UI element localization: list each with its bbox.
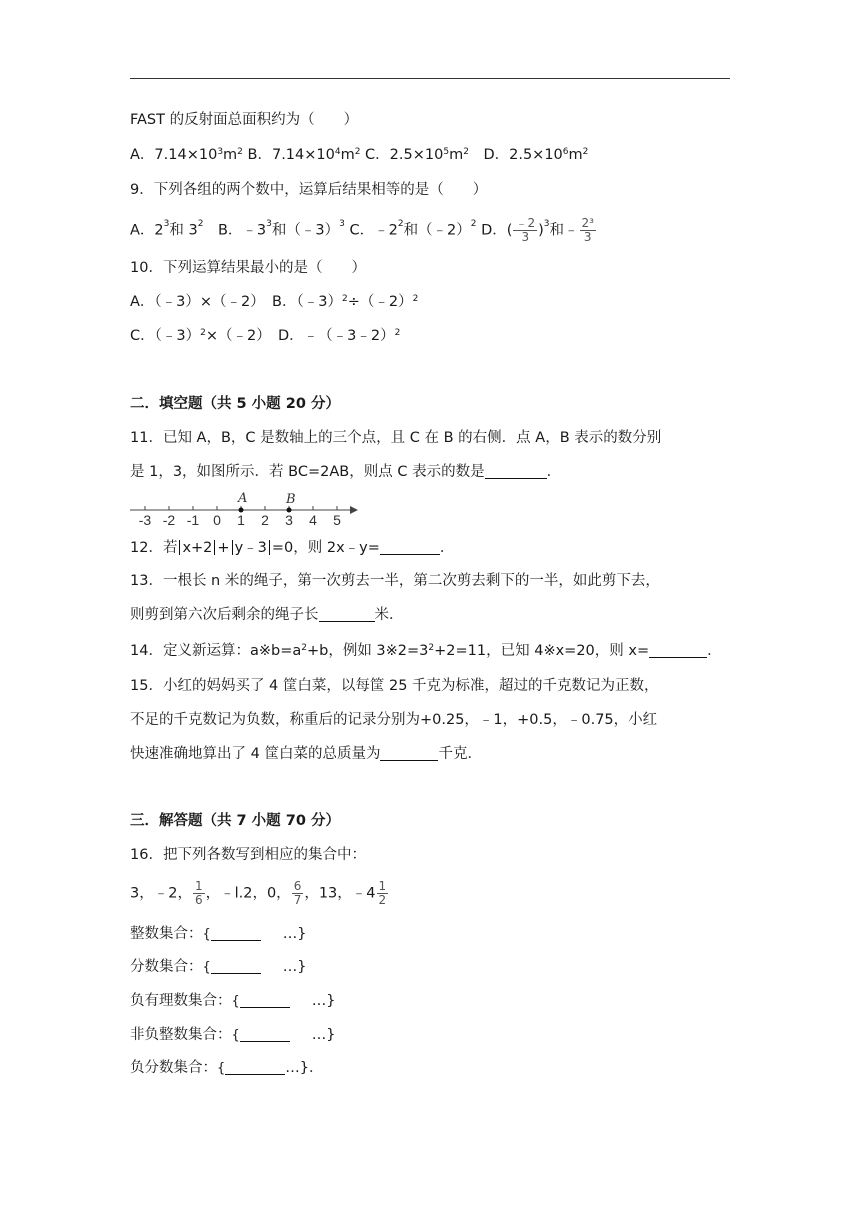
fraction-one-half: $\frac{1}{2}$ bbox=[378, 879, 387, 907]
q15-line2: 不足的千克数记为负数，称重后的记录分别为+0.25，﹣1，+0.5，﹣0.75，小红 bbox=[130, 712, 658, 728]
answer-blank[interactable] bbox=[225, 1060, 285, 1075]
set-negative-rationals: 负有理数集合：{ …} bbox=[130, 993, 336, 1009]
q8-stem-end: FAST 的反射面总面积约为（ ） bbox=[130, 112, 359, 128]
section3-title: 三．解答题（共 7 小题 70 分） bbox=[130, 813, 340, 829]
q16-numbers: 3，﹣2， $\frac{1}{6}$ ，﹣l.2，0， $\frac{6}{7}$ ，13，﹣4 $\frac{1}{2}$ bbox=[130, 879, 387, 907]
q9-options: A．$2^3$和 $3^2$ B．$﹣3^3$和（﹣3）$^3$ C．$﹣2^2$和（﹣2）$^2$ D．( $\frac{﹣2}{3}$ )$^3$和﹣ $\frac{\text{2³}}{3}$ bbox=[130, 216, 594, 244]
number-line-tick-label: 5 bbox=[333, 512, 341, 528]
number-line-tick-label: -3 bbox=[138, 512, 152, 528]
point-b-dot bbox=[287, 508, 292, 513]
number-line-tick-label: 3 bbox=[285, 512, 293, 528]
q15-line3: 快速准确地算出了 4 筐白菜的总质量为 千克． bbox=[130, 746, 482, 762]
answer-blank[interactable] bbox=[485, 464, 547, 479]
q15-line1: 15．小红的妈妈买了 4 筐白菜，以每筐 25 千克为标准，超过的千克数记为正数， bbox=[130, 678, 659, 694]
answer-blank[interactable] bbox=[211, 959, 261, 974]
fraction-one-sixth: $\frac{1}{6}$ bbox=[194, 879, 203, 907]
header-rule bbox=[130, 78, 730, 79]
answer-blank[interactable] bbox=[380, 540, 440, 555]
q11-line1: 11．已知 A，B，C 是数轴上的三个点，且 C 在 B 的右侧．点 A，B 表示的数分别 bbox=[130, 430, 662, 446]
number-line-tick-label: 1 bbox=[237, 512, 245, 528]
number-line-tick-label: -2 bbox=[162, 512, 176, 528]
fraction-two-cubed-over-three: $\frac{\text{2³}}{3}$ bbox=[581, 216, 594, 244]
q16-stem: 16．把下列各数写到相应的集合中： bbox=[130, 847, 366, 863]
q13-line1: 13．一根长 n 米的绳子，第一次剪去一半，第二次剪去剩下的一半，如此剪下去， bbox=[130, 573, 660, 589]
answer-blank[interactable] bbox=[319, 607, 375, 622]
number-line-tick-label: 0 bbox=[213, 512, 221, 528]
number-line-figure bbox=[128, 488, 360, 528]
fraction-neg-two-thirds: $\frac{﹣2}{3}$ bbox=[515, 216, 536, 244]
number-line-tick-label: 2 bbox=[261, 512, 269, 528]
answer-blank[interactable] bbox=[380, 746, 438, 761]
q13-line2: 则剪到第六次后剩余的绳子长 米． bbox=[130, 607, 404, 623]
q10-stem: 10．下列运算结果最小的是（ ） bbox=[130, 260, 366, 276]
answer-blank[interactable] bbox=[211, 926, 261, 941]
answer-blank[interactable] bbox=[649, 643, 707, 658]
answer-blank[interactable] bbox=[240, 1027, 290, 1042]
set-fractions: 分数集合：{ …} bbox=[130, 959, 307, 975]
section2-title: 二．填空题（共 5 小题 20 分） bbox=[130, 396, 340, 412]
q10-options-ab: A．（﹣3）×（﹣2） B．（﹣3）$^2$÷（﹣2）$^2$ bbox=[130, 294, 419, 310]
q8-options: A．$7.14\times 10^3m^2$ B．$7.14\times 10^4m^2$ C．$2.5\times 10^5m^2$ D．$2.5\times 10^6m^2$ bbox=[130, 147, 589, 163]
fraction-six-sevenths: $\frac{6}{7}$ bbox=[293, 879, 302, 907]
set-nonnegative-integers: 非负整数集合：{ …} bbox=[130, 1027, 336, 1043]
q9-stem: 9．下列各组的两个数中，运算后结果相等的是（ ） bbox=[130, 182, 488, 198]
set-integers: 整数集合：{ …} bbox=[130, 926, 307, 942]
point-a-dot bbox=[239, 508, 244, 513]
q11-line2: 是 1，3，如图所示．若 BC=2AB，则点 C 表示的数是 ． bbox=[130, 464, 562, 480]
q14: 14．定义新运算：$a※b=a^2+b$，例如 $3※2=3^2+2=11$，已知 4※x=20，则 x= ． bbox=[130, 643, 722, 659]
answer-blank[interactable] bbox=[240, 993, 290, 1008]
q12: 12．若 x+2 + y﹣3 =0，则 2x﹣y= ． bbox=[130, 540, 455, 556]
number-line-arrow-icon bbox=[350, 506, 358, 514]
set-negative-fractions: 负分数集合：{ …}． bbox=[130, 1060, 324, 1076]
point-a-label: A bbox=[238, 491, 248, 506]
point-b-label: B bbox=[286, 492, 296, 507]
number-line-tick-label: -1 bbox=[186, 512, 200, 528]
number-line-tick-label: 4 bbox=[309, 512, 317, 528]
q10-options-cd: C．（﹣3）$^2$×（﹣2） D．﹣（﹣3﹣2）$^2$ bbox=[130, 328, 401, 344]
